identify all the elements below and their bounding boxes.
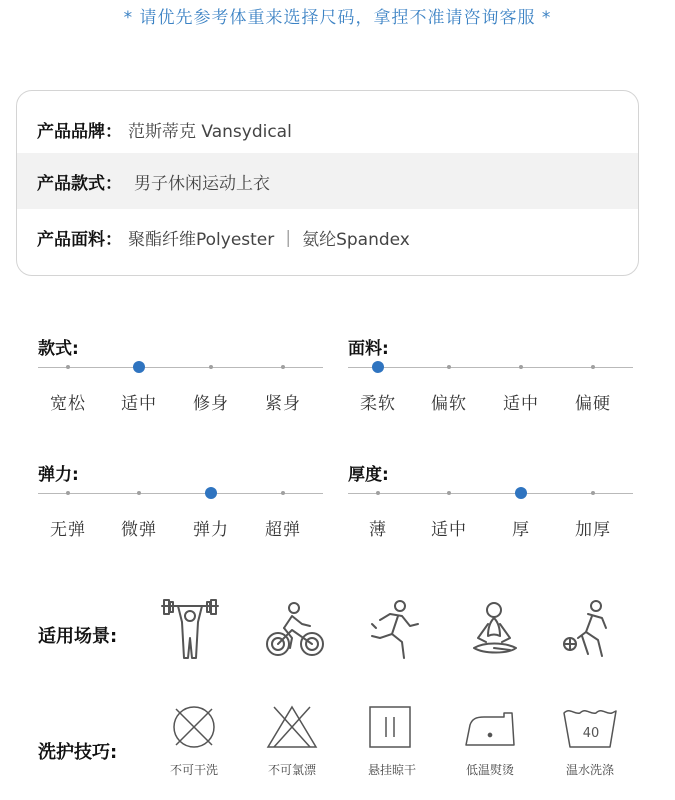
scale-tick (591, 365, 595, 369)
scale-marker-selected (372, 361, 384, 373)
scale-option-label: 紧身 (265, 394, 301, 414)
wash-temp-text: 40 (582, 726, 600, 741)
scale-option-label: 适中 (503, 394, 539, 414)
scale-option-label: 加厚 (575, 520, 611, 540)
info-label: 产品面料： (37, 229, 122, 250)
no-dry-clean-icon (166, 703, 222, 751)
scale-elasticity (38, 460, 323, 550)
scale-title: 款式: (38, 339, 79, 359)
scale-tick (519, 365, 523, 369)
care-title: 洗护技巧: (38, 742, 118, 763)
info-value: 男子休闲运动上衣 (134, 173, 270, 194)
scale-option-label: 超弹 (265, 520, 301, 540)
info-row-brand (17, 101, 638, 157)
running-icon (364, 598, 428, 662)
info-label: 产品品牌： (37, 121, 122, 142)
scale-tick (137, 491, 141, 495)
scale-marker-selected (205, 487, 217, 499)
scale-title: 厚度: (348, 465, 389, 485)
scale-tick (66, 365, 70, 369)
scale-option-label: 微弹 (121, 520, 157, 540)
scale-option-label: 适中 (121, 394, 157, 414)
scale-option-label: 宽松 (50, 394, 86, 414)
info-row-fabric (17, 209, 638, 265)
scale-tick (281, 491, 285, 495)
scale-tick (447, 365, 451, 369)
scale-option-label: 适中 (431, 520, 467, 540)
scale-marker-selected (133, 361, 145, 373)
size-notice: * 请优先参考体重来选择尺码，拿捏不准请咨询客服 * (123, 8, 552, 28)
scale-tick (376, 491, 380, 495)
scale-fabric (348, 334, 633, 424)
meditation-icon (464, 598, 528, 662)
info-value: 范斯蒂克 Vansydical (128, 121, 292, 142)
info-row-style (17, 153, 638, 209)
info-value: 聚酯纤维Polyester ｜ 氨纶Spandex (128, 229, 410, 250)
scale-marker-selected (515, 487, 527, 499)
scale-title: 面料: (348, 339, 389, 359)
care-label: 低温熨烫 (465, 763, 514, 777)
care-label: 不可氯漂 (267, 763, 316, 777)
scale-tick (281, 365, 285, 369)
scale-tick (447, 491, 451, 495)
info-label: 产品款式： (37, 173, 122, 194)
care-label: 悬挂晾干 (367, 763, 416, 777)
scale-option-label: 弹力 (193, 520, 229, 540)
scale-tick (209, 365, 213, 369)
cycling-icon (262, 598, 326, 662)
scale-tick (66, 491, 70, 495)
scale-option-label: 偏硬 (575, 394, 611, 414)
scale-thickness (348, 460, 633, 550)
hang-dry-icon (364, 703, 420, 751)
weightlifting-icon (158, 598, 222, 662)
scale-option-label: 柔软 (360, 394, 396, 414)
low-iron-icon (462, 703, 518, 751)
scale-option-label: 偏软 (431, 394, 467, 414)
scenes-title: 适用场景: (38, 626, 118, 647)
scale-option-label: 厚 (512, 520, 530, 540)
scale-title: 弹力: (38, 465, 79, 485)
scale-option-label: 无弹 (50, 520, 86, 540)
care-label: 不可干洗 (169, 763, 218, 777)
warm-wash-icon (562, 703, 618, 751)
scale-option-label: 薄 (369, 520, 387, 540)
scale-style (38, 334, 323, 424)
scale-tick (591, 491, 595, 495)
care-label: 温水洗涤 (565, 763, 614, 777)
scale-option-label: 修身 (193, 394, 229, 414)
no-bleach-icon (264, 703, 320, 751)
basketball-icon (558, 598, 622, 662)
product-info-card (16, 90, 639, 276)
